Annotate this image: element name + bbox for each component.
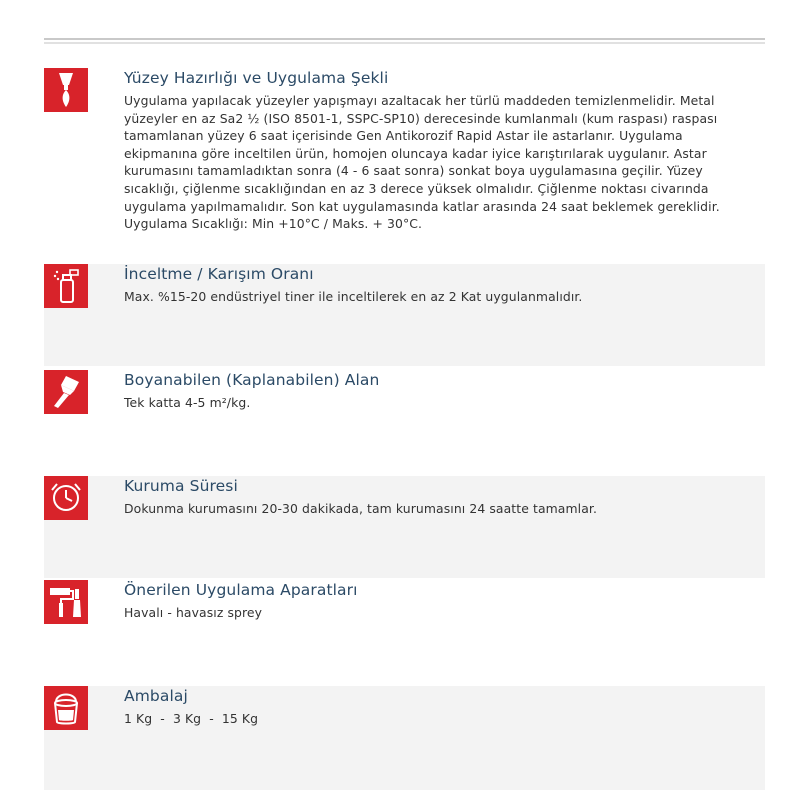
paint-brush-icon [44, 370, 88, 414]
section-text: 1 Kg - 3 Kg - 15 Kg [124, 711, 259, 726]
clock-icon [44, 476, 88, 520]
spray-can-icon [44, 264, 88, 308]
section-text: Tek katta 4-5 m²/kg. [124, 395, 251, 410]
brush-icon [44, 68, 88, 112]
roller-brush-icon [44, 580, 88, 624]
section-title: Önerilen Uygulama Aparatları [124, 581, 358, 599]
section-drying-time [44, 476, 765, 578]
section-title: Kuruma Süresi [124, 477, 238, 495]
section-thinning-ratio [44, 264, 765, 366]
section-text: Uygulama yapılacak yüzeyler yapışmayı azaltacak her türlü maddeden temizlenmelidir. Metal yüzeyler en az Sa2 ½ (ISO 8501-1, SSPC-SP10) derecesinde kumlanmalı (kum raspası) raspası tamamlanan yüzey 6 saat içerisinde Gen Antikorozif Rapid Astar ile astarlanır. Uygulama ekipmanına göre inceltilen ürün, homojen oluncaya kadar iyice karıştırılarak uygulanır. Astar kurumasını tamamladıktan sonra (4 - 6 saat sonra) sonkat boya uygulamasına geçilir. Yüzey sıcaklığı, çiğlenme sıcaklığından en az 3 derece yüksek olmalıdır. Çiğlenme noktası civarında uygulama yapılmamalıdır. Son kat uygulamasında katlar arasında 24 saat beklemek gereklidir. Uygulama Sıcaklığı: Min +10°C / Maks. + 30°C. [124, 93, 720, 232]
section-surface-preparation [44, 68, 765, 244]
section-title: Yüzey Hazırlığı ve Uygulama Şekli [124, 69, 389, 87]
section-title: Ambalaj [124, 687, 188, 705]
paint-bucket-icon [44, 686, 88, 730]
section-packaging [44, 686, 765, 790]
section-text: Havalı - havasız sprey [124, 605, 263, 620]
section-title: İnceltme / Karışım Oranı [124, 265, 314, 283]
section-coverage-area [44, 370, 765, 470]
section-application-tools [44, 580, 765, 682]
section-text: Max. %15-20 endüstriyel tiner ile inceltilerek en az 2 Kat uygulanmalıdır. [124, 289, 583, 304]
section-text: Dokunma kurumasını 20-30 dakikada, tam kurumasını 24 saatte tamamlar. [124, 501, 598, 516]
section-title: Boyanabilen (Kaplanabilen) Alan [124, 371, 380, 389]
top-divider [44, 38, 765, 44]
